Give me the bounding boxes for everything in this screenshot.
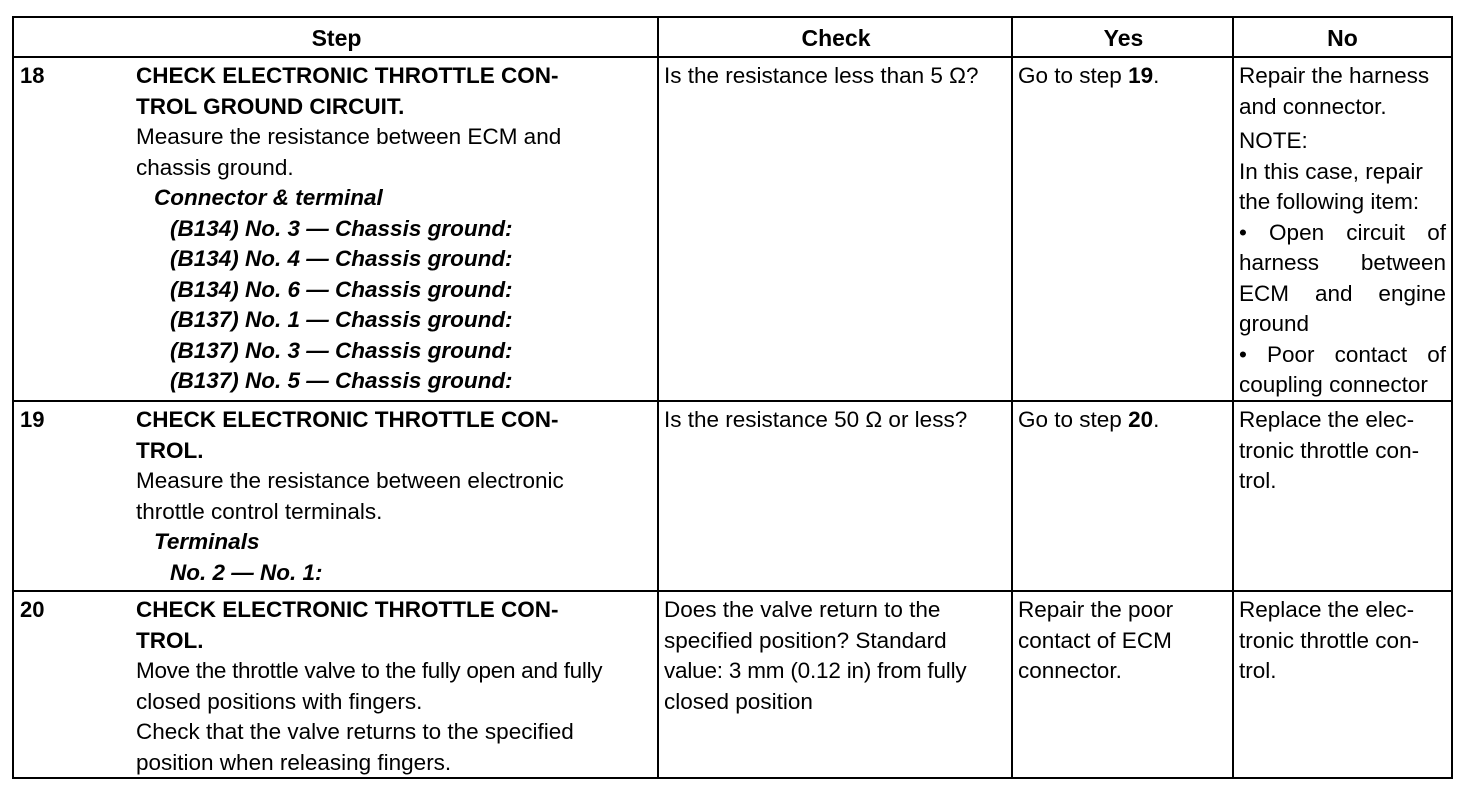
step-body-line: Measure the resistance between ECM and xyxy=(136,124,562,149)
step-title-line: CHECK ELECTRONIC THROTTLE CON- xyxy=(136,597,559,622)
spec-heading: Connector & terminal xyxy=(154,185,383,210)
yes-step-ref: 19 xyxy=(1128,63,1154,88)
check-line: Is the resistance 50 Ω or less? xyxy=(664,407,968,432)
no-line: Replace the elec- xyxy=(1239,597,1415,622)
step-title-line: CHECK ELECTRONIC THROTTLE CON- xyxy=(136,407,559,432)
step-body-line: Check that the valve returns to the specified xyxy=(136,719,574,744)
spec-item: (B134) No. 4 — Chassis ground: xyxy=(170,246,513,271)
yes-step-ref: 20 xyxy=(1128,407,1154,432)
yes-line: Repair the poor xyxy=(1018,597,1174,622)
step-body-line: closed positions with fingers. xyxy=(136,688,423,714)
step-title-line: TROL. xyxy=(136,437,204,463)
yes-suffix: . xyxy=(1153,63,1160,88)
column-divider xyxy=(1232,18,1234,777)
row-divider xyxy=(14,400,1451,402)
no-line: trol. xyxy=(1239,468,1277,493)
header-check: Check xyxy=(801,24,871,51)
step-body-line: throttle control terminals. xyxy=(136,498,383,524)
yes-cell xyxy=(1018,595,1173,687)
step-body-line: Measure the resistance between electronic xyxy=(136,468,564,493)
check-line: value: 3 mm (0.12 in) from fully xyxy=(664,658,967,683)
spec-item: (B137) No. 1 — Chassis ground: xyxy=(170,307,513,332)
column-divider xyxy=(657,18,659,777)
step-number: 20 xyxy=(20,597,45,622)
no-line: • Open circuit of xyxy=(1239,219,1446,245)
no-line: the following item: xyxy=(1239,189,1420,214)
header-yes: Yes xyxy=(1103,24,1144,51)
no-cell xyxy=(1239,595,1419,687)
no-line: Repair the harness xyxy=(1239,63,1430,88)
no-line: NOTE: xyxy=(1239,128,1308,153)
step-number: 18 xyxy=(20,63,45,88)
yes-prefix: Go to step xyxy=(1018,407,1129,432)
no-line: and connector. xyxy=(1239,93,1387,119)
check-line: closed position xyxy=(664,688,813,714)
spec-item: (B137) No. 5 — Chassis ground: xyxy=(170,368,513,393)
step-title-line: CHECK ELECTRONIC THROTTLE CON- xyxy=(136,63,559,88)
header-step: Step xyxy=(311,24,362,51)
no-line: tronic throttle con- xyxy=(1239,627,1420,653)
spec-heading: Terminals xyxy=(154,529,260,554)
no-line: harness between xyxy=(1239,250,1446,275)
step-title-line: TROL. xyxy=(136,627,204,653)
column-divider xyxy=(1011,18,1013,777)
step-content xyxy=(136,405,564,588)
yes-prefix: Go to step xyxy=(1018,63,1129,88)
check-line: specified position? Standard xyxy=(664,627,947,653)
no-cell xyxy=(1239,61,1446,401)
yes-suffix: . xyxy=(1153,407,1160,432)
no-line: • Poor contact of xyxy=(1239,341,1446,367)
step-body-line: Move the throttle valve to the fully open and fully xyxy=(136,658,603,683)
row-divider xyxy=(14,56,1451,58)
check-cell xyxy=(664,595,966,717)
step-number: 19 xyxy=(20,407,45,432)
step-content xyxy=(136,61,561,397)
no-line: trol. xyxy=(1239,658,1277,683)
header-no: No xyxy=(1327,24,1358,51)
no-cell xyxy=(1239,405,1419,497)
step-title-line: TROL GROUND CIRCUIT. xyxy=(136,93,405,119)
diagnostic-table xyxy=(12,16,1453,779)
no-line: Replace the elec- xyxy=(1239,407,1415,432)
spec-item: No. 2 — No. 1: xyxy=(170,559,323,585)
spec-item: (B134) No. 3 — Chassis ground: xyxy=(170,215,513,241)
no-line: ground xyxy=(1239,311,1310,336)
no-line: ECM and engine xyxy=(1239,280,1446,306)
check-cell xyxy=(664,61,978,92)
spec-item: (B134) No. 6 — Chassis ground: xyxy=(170,276,513,302)
yes-cell xyxy=(1018,405,1159,436)
yes-line: connector. xyxy=(1018,658,1122,683)
no-line: coupling connector xyxy=(1239,372,1428,397)
step-body-line: position when releasing fingers. xyxy=(136,749,452,775)
no-line: tronic throttle con- xyxy=(1239,437,1420,463)
spec-item: (B137) No. 3 — Chassis ground: xyxy=(170,337,513,363)
check-line: Does the valve return to the xyxy=(664,597,941,622)
row-divider xyxy=(14,590,1451,592)
yes-cell xyxy=(1018,61,1159,92)
check-cell xyxy=(664,405,967,436)
yes-line: contact of ECM xyxy=(1018,627,1172,653)
step-body-line: chassis ground. xyxy=(136,154,294,180)
no-line: In this case, repair xyxy=(1239,158,1423,184)
step-content xyxy=(136,595,602,778)
check-line: Is the resistance less than 5 Ω? xyxy=(664,63,979,88)
